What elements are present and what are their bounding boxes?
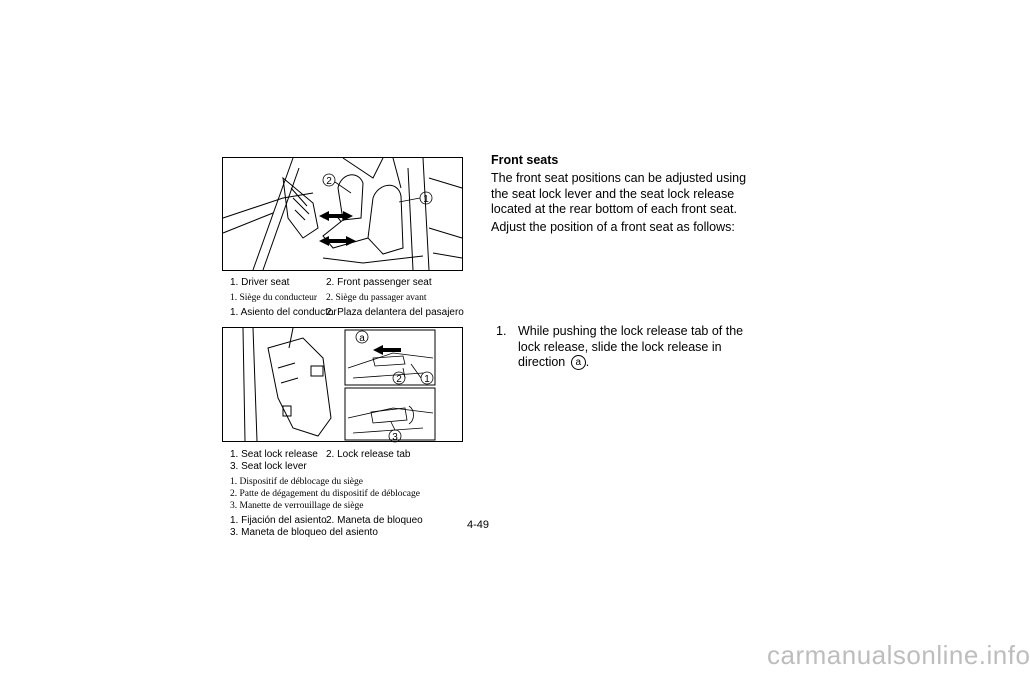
caption-es [230,527,423,539]
caption-en [230,277,464,289]
front-seats-illustration [223,158,462,270]
caption-es [230,515,423,527]
figure-seat-lock-release [222,327,463,442]
callout-2: 2 [396,374,402,385]
caption-fr [230,476,423,512]
caption-item: 1. Seat lock release [230,449,318,460]
caption-item: 2. Maneta de bloqueo [326,515,423,526]
caption-item: 2. Siège du passager avant [326,293,427,303]
caption-item: 2. Plaza delantera del pasajero [326,307,464,318]
caption-fr [230,292,464,304]
step-1 [496,324,758,371]
caption-item: 1. Siège du conducteur [230,293,318,303]
seat-lock-illustration [223,328,462,441]
figure-front-seats [222,157,463,271]
caption-item: 2. Patte de dégagement du dispositif de déblocage [230,489,420,499]
step-end: . [585,355,590,369]
step-text: While pushing the lock release tab of the lock release, slide the lock release in direction [518,324,744,369]
caption-item: 3. Manette de verrouillage de siège [230,501,364,511]
caption-en [230,449,423,461]
caption-item: 2. Front passenger seat [326,277,432,288]
body-paragraph: Adjust the position of a front seat as follows: [491,220,735,234]
callout-1: 1 [423,194,429,205]
figure1-caption [230,277,464,319]
step-number: 1. [496,324,507,338]
caption-en [230,461,423,473]
watermark: carmanualsonline.info [767,640,1030,670]
callout-a: a [359,333,365,344]
callout-3: 3 [392,432,398,443]
caption-es [230,307,464,319]
page-number: 4-49 [467,519,490,531]
caption-item: 3. Seat lock lever [230,461,307,472]
caption-item: 1. Asiento del conductor [230,307,337,318]
figure2-caption [230,449,423,539]
caption-item: 1. Driver seat [230,277,290,288]
caption-item: 1. Fijación del asiento [230,515,327,526]
body-paragraph: The front seat positions can be adjusted using the seat lock lever and the seat lock release located at the rear bottom of each front seat. [491,171,747,216]
direction-a-marker: a [571,355,586,370]
callout-2: 2 [326,176,332,187]
caption-item: 2. Lock release tab [326,449,411,460]
caption-item: 1. Dispositif de déblocage du siège [230,477,363,487]
step-text-wrap [518,324,758,371]
callout-1: 1 [424,374,430,385]
caption-item: 3. Maneta de bloqueo del asiento [230,527,378,538]
section-title: Front seats [491,153,559,167]
